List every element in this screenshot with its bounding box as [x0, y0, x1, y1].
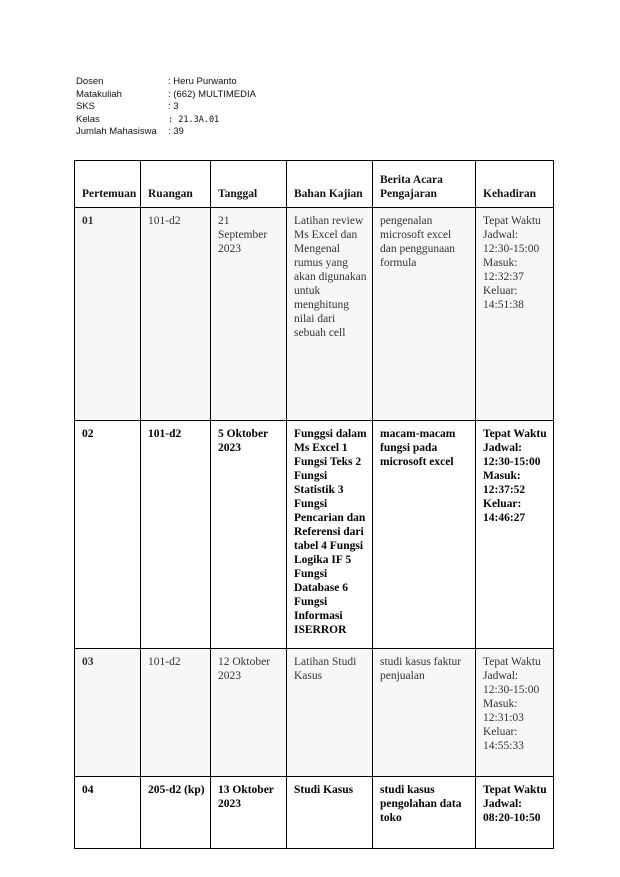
column-header-berita-acara: Berita Acara Pengajaran: [373, 161, 476, 208]
cell-tanggal: 5 Oktober 2023: [211, 421, 287, 649]
kehadiran-keluar: Keluar: 14:55:33: [483, 726, 524, 752]
kehadiran-jadwal: Jadwal: 12:30-15:00: [483, 442, 541, 468]
column-header-pertemuan: Pertemuan: [75, 161, 141, 208]
table-row: [75, 777, 554, 849]
attendance-table: [74, 160, 554, 849]
cell-berita-acara: macam-macam fungsi pada microsoft excel: [373, 421, 476, 649]
cell-ruangan: 101-d2: [141, 649, 211, 777]
info-label: SKS: [76, 101, 96, 112]
cell-tanggal: 13 Oktober 2023: [211, 777, 287, 849]
cell-berita-acara: pengenalan microsoft excel dan penggunaan formula: [373, 208, 476, 421]
course-info: [76, 76, 256, 139]
cell-pertemuan: 03: [75, 649, 141, 777]
table-row: [75, 208, 554, 421]
kehadiran-keluar: Keluar: 14:51:38: [483, 285, 524, 311]
column-header-tanggal: Tanggal: [211, 161, 287, 208]
info-label: Matakuliah: [76, 88, 122, 100]
kehadiran-jadwal: Jadwal: 08:20-10:50: [483, 798, 541, 824]
column-header-bahan-kajian: Bahan Kajian: [287, 161, 373, 208]
kehadiran-status: Tepat Waktu: [483, 784, 547, 796]
info-label: Jumlah Mahasiswa: [76, 126, 157, 137]
cell-berita-acara: studi kasus faktur penjualan: [373, 649, 476, 777]
cell-kehadiran: [476, 421, 554, 649]
cell-tanggal: 21 September 2023: [211, 208, 287, 421]
info-value: : 21.3A.01: [168, 114, 220, 125]
info-row-sks: [76, 101, 256, 114]
cell-bahan-kajian: Studi Kasus: [287, 777, 373, 849]
cell-bahan-kajian: Latihan review Ms Excel dan Mengenal rumus yang akan digunakan untuk menghitung nilai dari sebuah cell: [287, 208, 373, 421]
table-row: [75, 421, 554, 649]
kehadiran-jadwal: Jadwal: 12:30-15:00: [483, 670, 540, 696]
column-header-ruangan: Ruangan: [141, 161, 211, 208]
info-value: : 3: [168, 101, 179, 112]
cell-tanggal: 12 Oktober 2023: [211, 649, 287, 777]
kehadiran-masuk: Masuk: 12:37:52: [483, 470, 526, 496]
info-row-kelas: [76, 114, 256, 127]
info-label: Kelas: [76, 113, 100, 125]
kehadiran-jadwal: Jadwal: 12:30-15:00: [483, 229, 540, 255]
cell-ruangan: 205-d2 (kp): [141, 777, 211, 849]
kehadiran-masuk: Masuk: 12:32:37: [483, 257, 524, 283]
kehadiran-status: Tepat Waktu: [483, 215, 541, 227]
cell-kehadiran: [476, 649, 554, 777]
info-row-jumlah-mahasiswa: [76, 126, 256, 139]
cell-berita-acara: studi kasus pengolahan data toko: [373, 777, 476, 849]
kehadiran-status: Tepat Waktu: [483, 656, 541, 668]
cell-bahan-kajian: Latihan Studi Kasus: [287, 649, 373, 777]
cell-ruangan: 101-d2: [141, 421, 211, 649]
cell-kehadiran: [476, 208, 554, 421]
info-row-matakuliah: [76, 89, 256, 102]
cell-pertemuan: 04: [75, 777, 141, 849]
kehadiran-masuk: Masuk: 12:31:03: [483, 698, 524, 724]
column-header-kehadiran: Kehadiran: [476, 161, 554, 208]
table-header-row: [75, 161, 554, 208]
info-label: Dosen: [76, 76, 104, 87]
kehadiran-keluar: Keluar: 14:46:27: [483, 498, 526, 524]
cell-pertemuan: 01: [75, 208, 141, 421]
info-value: : (662) MULTIMEDIA: [168, 88, 256, 100]
info-value: : Heru Purwanto: [168, 76, 237, 87]
cell-bahan-kajian: Funggsi dalam Ms Excel 1 Fungsi Teks 2 Fungsi Statistik 3 Fungsi Pencarian dan Referensi dari tabel 4 Fungsi Logika IF 5 Fungsi Database 6 Fungsi Informasi ISERROR: [287, 421, 373, 649]
cell-pertemuan: 02: [75, 421, 141, 649]
kehadiran-status: Tepat Waktu: [483, 428, 547, 440]
cell-kehadiran: [476, 777, 554, 849]
cell-ruangan: 101-d2: [141, 208, 211, 421]
info-row-dosen: [76, 76, 256, 89]
table-row: [75, 649, 554, 777]
info-value: : 39: [168, 126, 184, 137]
